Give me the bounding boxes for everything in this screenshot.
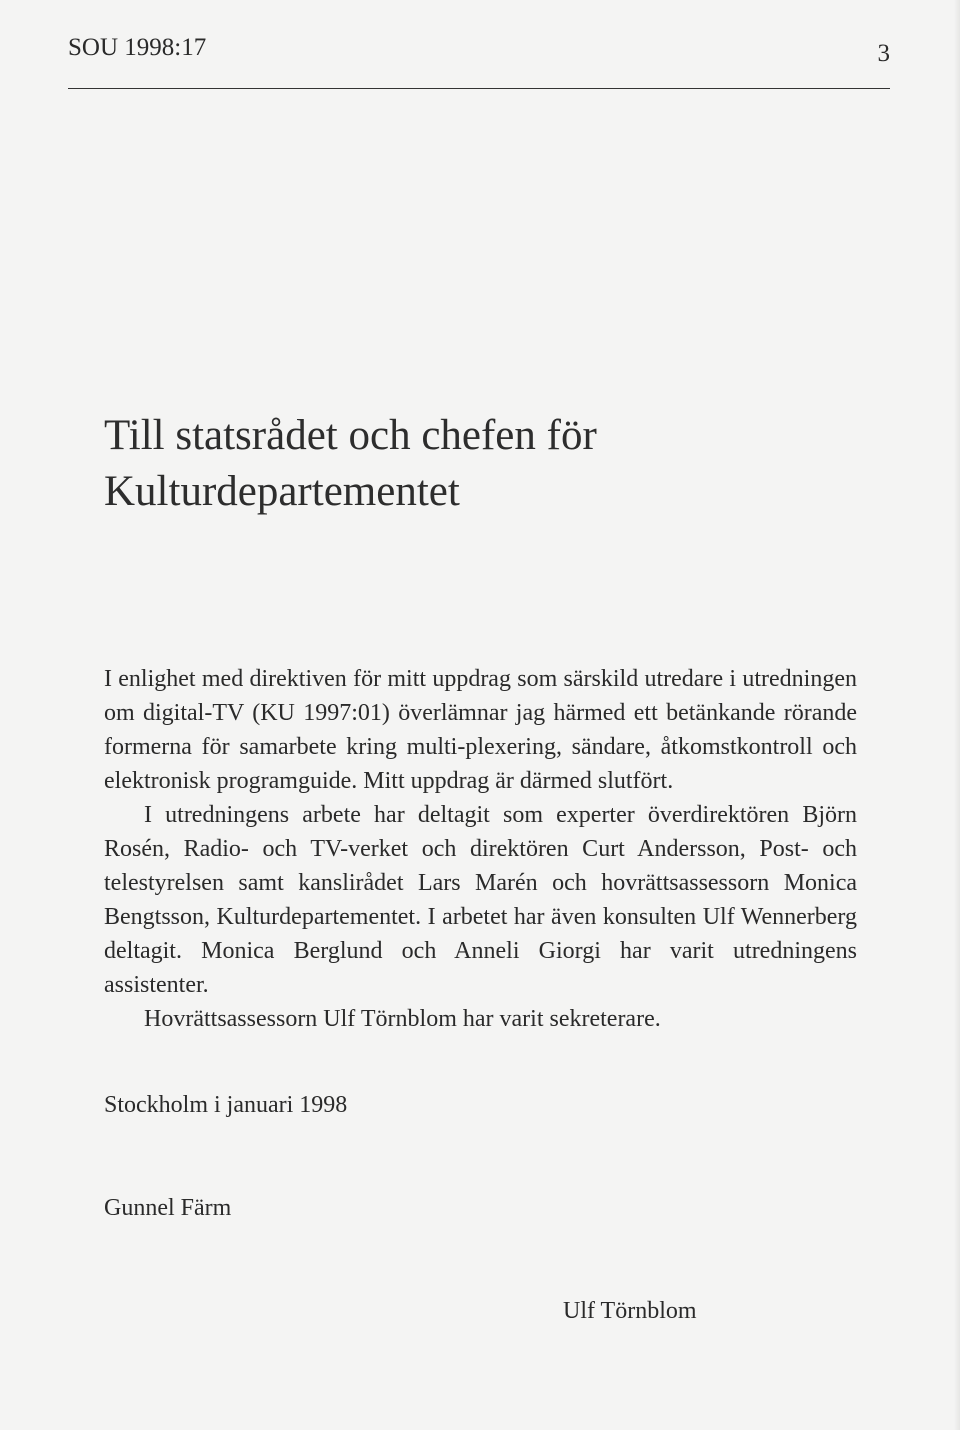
letter-body (104, 662, 857, 1036)
page-title-line-1: Till statsrådet och chefen för (104, 412, 597, 459)
running-title: SOU 1998:17 (68, 34, 207, 61)
place-and-date: Stockholm i januari 1998 (104, 1092, 348, 1118)
page-title (104, 408, 597, 520)
body-paragraph-1: I enlighet med direktiven för mitt uppdrag som särskild utredare i utredningen om digital-TV (KU 1997:01) överlämnar jag härmed ett betänkande rörande formerna för samarbete kring multi-plexering, sändare, åtkomstkontroll och elektronisk programguide. Mitt uppdrag är därmed slutfört. (104, 666, 857, 794)
page-number: 3 (877, 40, 890, 67)
header-rule (68, 88, 890, 89)
page-title-line-2: Kulturdepartementet (104, 468, 460, 515)
body-paragraph-3: Hovrättsassessorn Ulf Törnblom har varit sekreterare. (144, 1006, 661, 1032)
page-edge-shadow (954, 0, 960, 1430)
signatory-name: Gunnel Färm (104, 1195, 232, 1221)
secretary-name: Ulf Törnblom (563, 1298, 697, 1324)
body-paragraph-2: I utredningens arbete har deltagit som experter överdirektören Björn Rosén, Radio- och TV-verket och direktören Curt Andersson, Post- och telestyrelsen samt kanslirådet Lars Marén och hovrättsassessorn Monica Bengtsson, Kulturdepartementet. I arbetet har även konsulten Ulf Wennerberg deltagit. Monica Berglund och Anneli Giorgi har varit utredningens assistenter. (104, 802, 857, 998)
page-header (68, 34, 890, 92)
